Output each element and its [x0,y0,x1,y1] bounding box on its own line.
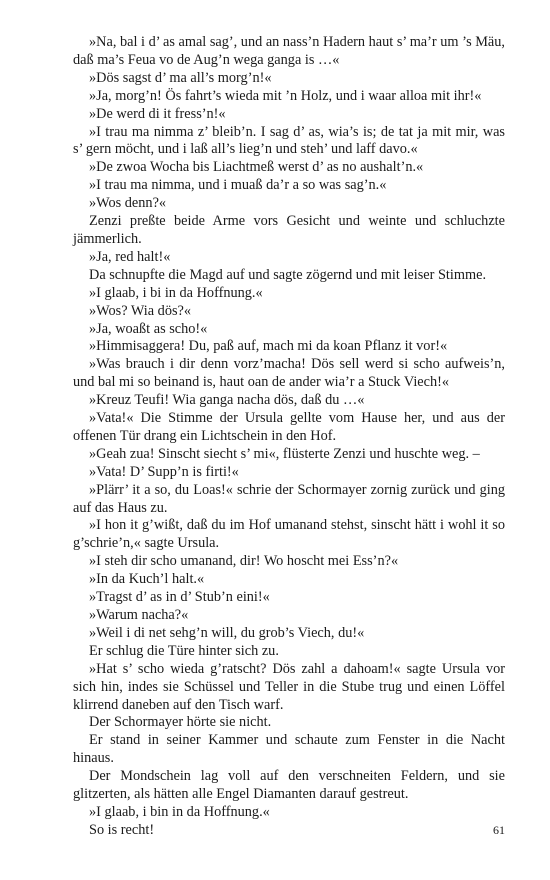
paragraph: »Vata! D’ Supp’n is firti!« [89,463,239,480]
paragraph: »Was brauch i dir denn vorz’macha! Dös sell werd si scho aufweis’n, und bal mi so beinand is, haut oan de ander wia’r a Stuck Viech!« [73,356,505,391]
paragraph: »Himmisaggera! Du, paß auf, mach mi da koan Pflanz it vor!« [89,338,448,355]
paragraph: »Wos? Wia dös?« [89,302,192,319]
paragraph: Der Schormayer hörte sie nicht. [89,714,272,731]
body-text [73,34,505,840]
page-number: 61 [493,823,505,837]
paragraph: »De zwoa Wocha bis Liachtmeß werst d’ as no aushalt’n.« [89,159,424,176]
paragraph: Der Mondschein lag voll auf den verschneiten Feldern, und sie glitzerten, als hätten alle Engel Diamanten darauf gestreut. [73,768,505,803]
paragraph: »I hon it g’wißt, daß du im Hof umanand stehst, sinscht hätt i wohl it so g’schrie’n,« sagte Ursula. [73,517,505,552]
paragraph: »Hat s’ scho wieda g’ratscht? Dös zahl a dahoam!« sagte Ursula vor sich hin, indes sie Schüssel und Teller in die Stube trug und einen Löffel klirrend daneben auf den Tisch warf. [73,660,505,713]
paragraph: »De werd di it fress’n!« [89,105,226,122]
paragraph: So is recht! [89,821,155,838]
paragraph: »I trau ma nimma, und i muaß da’r a so was sag’n.« [89,177,387,194]
paragraph: »I glaab, i bi in da Hoffnung.« [89,284,263,301]
paragraph: »Warum nacha?« [89,607,189,623]
paragraph: »Na, bal i d’ as amal sag’, und an nass’n Hadern haut s’ ma’r um ’s Mäu, daß ma’s Feua vo de Aug’n wega ganga is …« [73,34,505,68]
paragraph: »Vata!« Die Stimme der Ursula gellte vom Hause her, und aus der offenen Tür drang ein Lichtschein in den Hof. [73,410,505,444]
paragraph: »Ja, woaßt as scho!« [89,320,208,337]
paragraph: »Tragst d’ as in d’ Stub’n eini!« [89,589,270,606]
paragraph: »Dös sagst d’ ma all’s morg’n!« [89,69,272,86]
paragraph: »Plärr’ it a so, du Loas!« schrie der Schormayer zornig zurück und ging auf das Haus zu. [73,481,505,516]
paragraph: »Geah zua! Sinscht siecht s’ mi«, flüsterte Zenzi und huschte weg. – [89,445,480,462]
paragraph: »Ja, morg’n! Ös fahrt’s wieda mit ’n Holz, und i waar alloa mit ihr!« [89,87,482,104]
paragraph: »Weil i di net sehg’n will, du grob’s Viech, du!« [89,624,365,641]
paragraph: »Wos denn?« [89,195,167,212]
paragraph: »I trau ma nimma z’ bleib’n. I sag d’ as, wia’s is; de tat ja mit mir, was s’ gern möcht, und i laß all’s lieg’n und steh’ und laff davo.« [73,123,505,158]
paragraph: Zenzi preßte beide Arme vors Gesicht und weinte und schluchzte jämmerlich. [73,213,505,247]
paragraph: Er schlug die Türe hinter sich zu. [89,642,279,659]
paragraph: »I steh dir scho umanand, dir! Wo hoscht mei Ess’n?« [89,553,399,570]
paragraph: Da schnupfte die Magd auf und sagte zögernd und mit leiser Stimme. [89,266,487,283]
paragraph: Er stand in seiner Kammer und schaute zum Fenster in die Nacht hinaus. [73,732,505,767]
paragraph: »I glaab, i bin in da Hoffnung.« [89,803,270,820]
paragraph: »Kreuz Teufi! Wia ganga nacha dös, daß du …« [89,392,365,409]
paragraph: »Ja, red halt!« [89,248,171,265]
paragraph: »In da Kuch’l halt.« [89,571,205,588]
